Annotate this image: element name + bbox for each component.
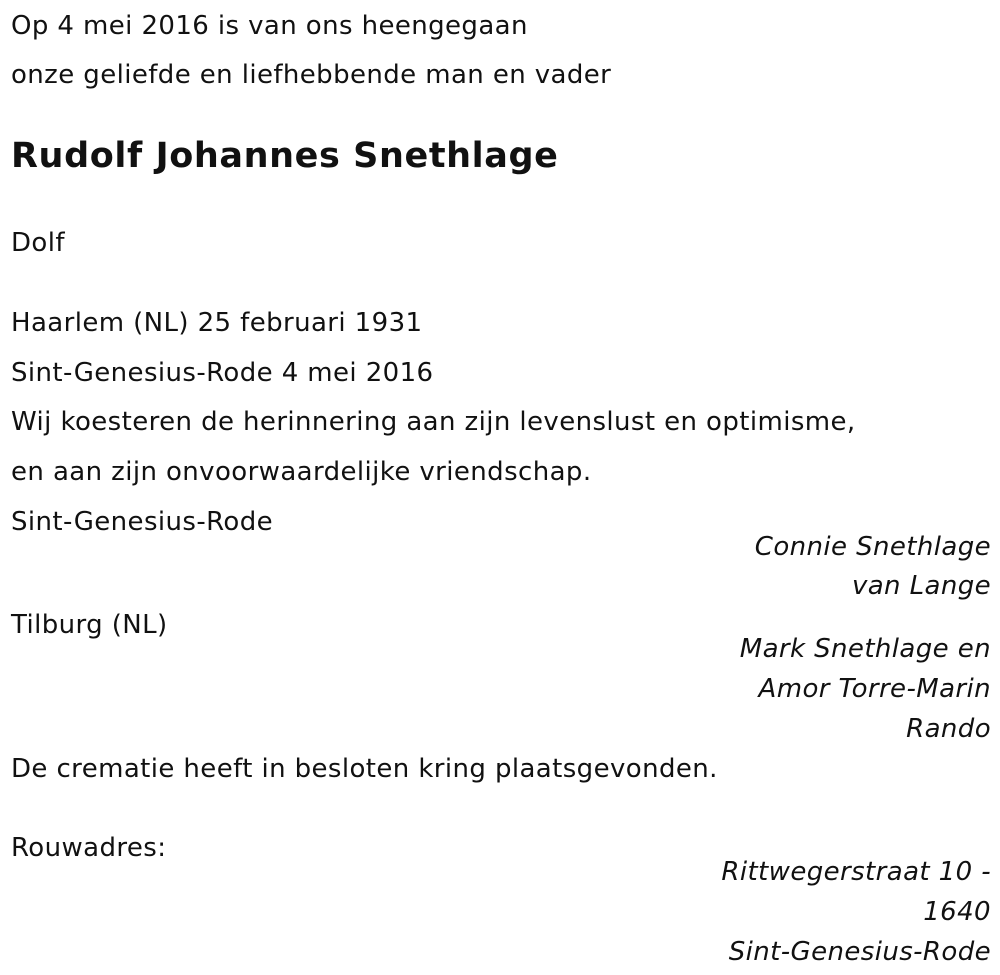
address-line-3: Sint-Genesius-Rode: [728, 937, 991, 967]
family-name-1-line-1: Connie Snethlage: [754, 532, 991, 562]
intro-line-2: onze geliefde en liefhebbende man en vader: [11, 60, 612, 90]
cremation-note: De crematie heeft in besloten kring plaatsgevonden.: [11, 754, 718, 784]
message-line-2: en aan zijn onvoorwaardelijke vriendschap.: [11, 457, 592, 487]
intro-line-1: Op 4 mei 2016 is van ons heengegaan: [11, 11, 528, 41]
address-label: Rouwadres:: [11, 833, 167, 863]
address-line-2: 1640: [923, 897, 991, 927]
death-line: Sint-Genesius-Rode 4 mei 2016: [11, 358, 434, 388]
family-name-2-line-2: Amor Torre-Marin: [758, 674, 991, 704]
address-line-1: Rittwegerstraat 10 -: [721, 857, 991, 887]
message-line-1: Wij koesteren de herinnering aan zijn levenslust en optimisme,: [11, 407, 856, 437]
family-name-1-line-2: van Lange: [851, 571, 991, 601]
deceased-name: Rudolf Johannes Snethlage: [11, 136, 559, 176]
family-name-2-line-3: Rando: [906, 714, 991, 744]
family-place-1: Sint-Genesius-Rode: [11, 507, 274, 537]
family-name-2-line-1: Mark Snethlage en: [739, 634, 991, 664]
birth-line: Haarlem (NL) 25 februari 1931: [11, 308, 423, 338]
family-place-2: Tilburg (NL): [11, 610, 168, 640]
nickname: Dolf: [11, 228, 65, 258]
